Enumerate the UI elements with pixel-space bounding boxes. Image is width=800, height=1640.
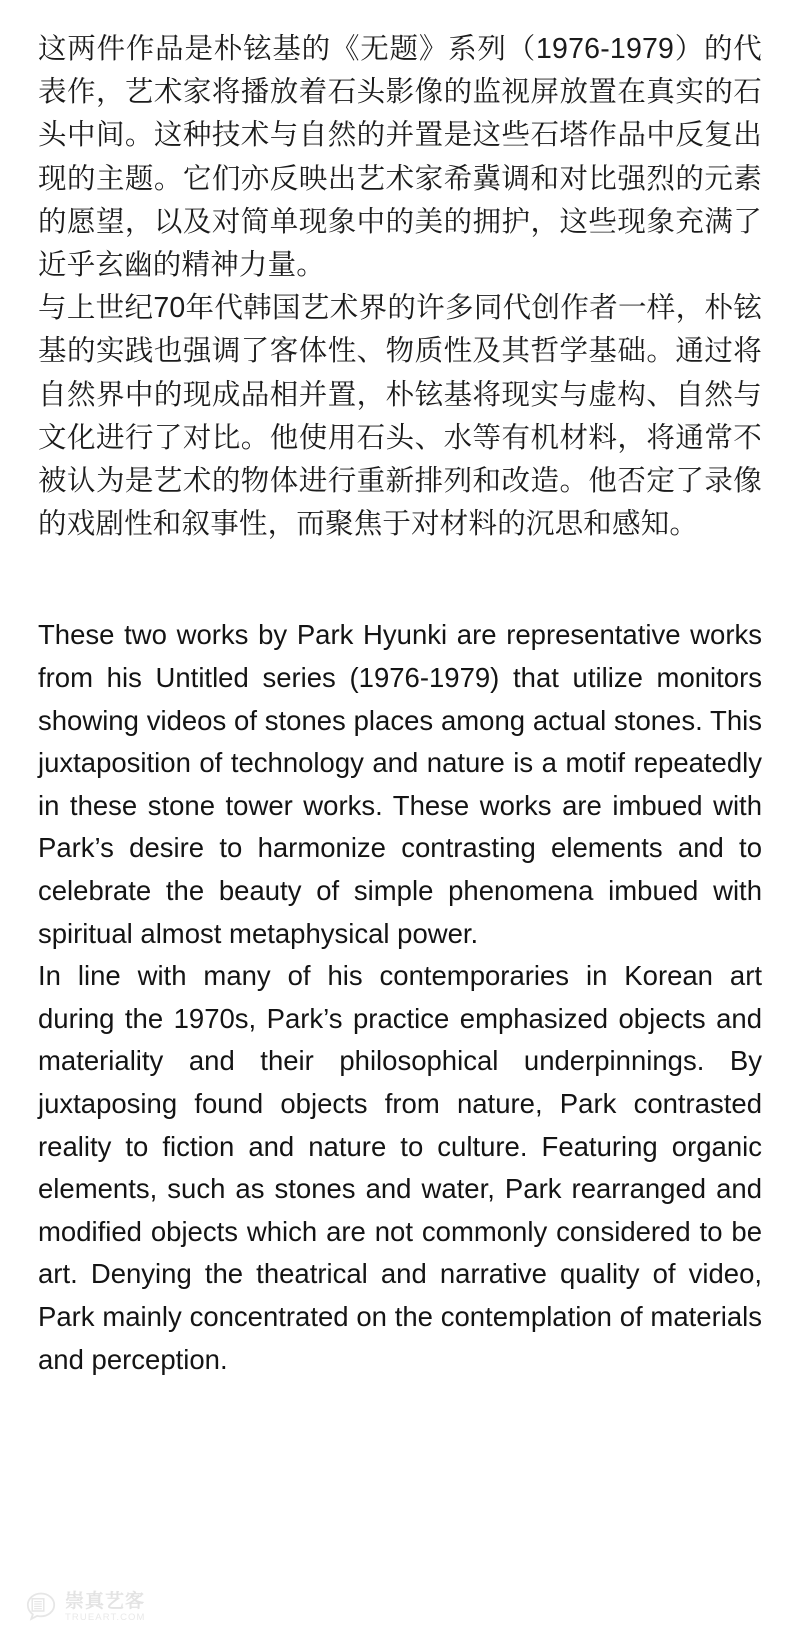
watermark-brand-en: TRUEART.COM [65, 1611, 146, 1623]
chinese-paragraph-1: 这两件作品是朴铉基的《无题》系列（1976-1979）的代表作，艺术家将播放着石头影像的监视屏放置在真实的石头中间。这种技术与自然的并置是这些石塔作品中反复出现的主题。它们亦反映出艺术家希冀调和对比强烈的元素的愿望，以及对简单现象中的美的拥护，这些现象充满了近乎玄幽的精神力量。 [38, 33, 762, 282]
chinese-text-block [38, 28, 762, 546]
watermark-brand-cn: 崇真艺客 [65, 1590, 146, 1612]
document-bubble-icon [24, 1590, 58, 1624]
watermark [24, 1590, 146, 1624]
watermark-text [65, 1592, 146, 1623]
english-paragraph-2: In line with many of his contemporaries in Korean art during the 1970s, Park’s practice emphasized objects and materiality and their philosophical underpinnings. By juxtaposing found objects from nature, Park contrasted reality to fiction and nature to culture. Featuring organic elements, such as stones and water, Park rearranged and modified objects which are not commonly considered to be art. Denying the theatrical and narrative quality of video, Park mainly concentrated on the contemplation of materials and perception. [38, 960, 762, 1375]
paragraph-block-spacer [38, 546, 762, 614]
chinese-paragraph-2: 与上世纪70年代韩国艺术界的许多同代创作者一样，朴铉基的实践也强调了客体性、物质性及其哲学基础。通过将自然界中的现成品相并置，朴铉基将现实与虚构、自然与文化进行了对比。他使用石头、水等有机材料，将通常不被认为是艺术的物体进行重新排列和改造。他否定了录像的戏剧性和叙事性，而聚焦于对材料的沉思和感知。 [38, 292, 762, 541]
article-body [38, 28, 762, 1381]
english-text-block [38, 614, 762, 1381]
english-paragraph-1: These two works by Park Hyunki are representative works from his Untitled series (1976-1979) that utilize monitors showing videos of stones places among actual stones. This juxtaposition of technology and nature is a motif repeatedly in these stone tower works. These works are imbued with Park’s desire to harmonize contrasting elements and to celebrate the beauty of simple phenomena imbued with spiritual almost metaphysical power. [38, 619, 762, 949]
